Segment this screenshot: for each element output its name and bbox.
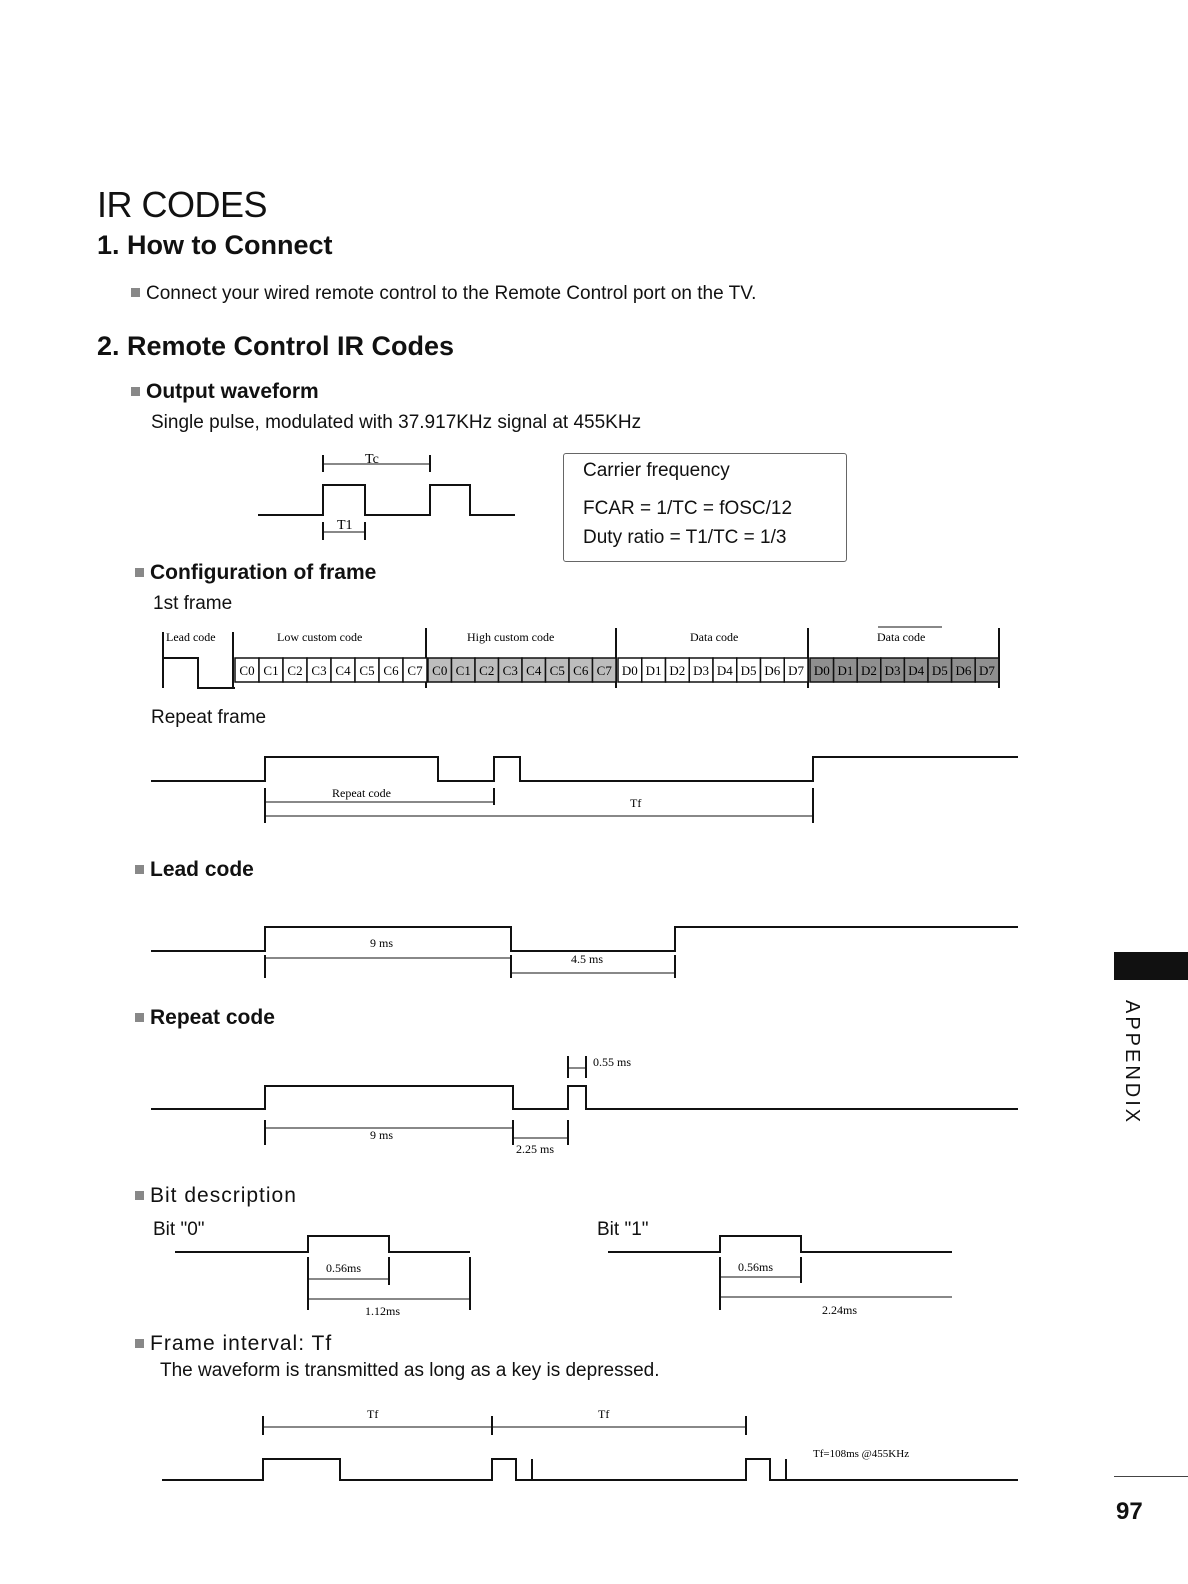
appendix-tab-marker: [1114, 952, 1188, 980]
repeat-code-diagram: [0, 1050, 1188, 1160]
bit1-label: Bit "1": [597, 1219, 649, 1240]
low-custom-bit-label: C3: [311, 663, 327, 678]
high-custom-bit-label: C3: [502, 663, 518, 678]
high-custom-bit-label: C4: [526, 663, 542, 678]
tf-span-label: Tf: [630, 796, 642, 810]
bullet-icon: [131, 387, 140, 396]
t1-label: T1: [337, 518, 353, 533]
high-custom-bit-label: C6: [573, 663, 589, 678]
high-custom-bit-label: C0: [432, 663, 448, 678]
bit0-label: Bit "0": [153, 1219, 205, 1240]
repeat-9ms-label: 9 ms: [370, 1128, 394, 1142]
data-inverse-bit-label: D2: [861, 663, 877, 678]
lead-code-heading-text: Lead code: [150, 858, 254, 881]
carrier-line-2: FCAR = 1/TC = fOSC/12: [583, 498, 793, 519]
lead-code-heading: [135, 858, 254, 882]
tf1-label: Tf: [367, 1407, 379, 1421]
bit-description-heading: [135, 1184, 297, 1208]
low-custom-bit-label: C7: [407, 663, 423, 678]
section1-heading: 1. How to Connect: [97, 230, 333, 260]
frame-interval-heading-text: Frame interval: Tf: [150, 1332, 333, 1355]
high-custom-bit-label: C1: [455, 663, 471, 678]
low-custom-bit-label: C4: [335, 663, 351, 678]
connect-text: Connect your wired remote control to the Remote Control port on the TV.: [146, 283, 757, 304]
low-custom-bit-label: C0: [239, 663, 255, 678]
page-title: IR CODES: [97, 184, 268, 225]
data-bit-label: D7: [788, 663, 805, 678]
bit1-224ms-label: 2.24ms: [822, 1303, 858, 1317]
data-inverse-bit-label: D3: [884, 663, 901, 678]
data-bit-label: D0: [621, 663, 638, 678]
tf2-label: Tf: [598, 1407, 610, 1421]
data-bit-label: D6: [764, 663, 781, 678]
segment-lead-label: Lead code: [166, 630, 216, 644]
segment-data-inverse-label: Data code: [877, 630, 926, 644]
carrier-line-1: Carrier frequency: [583, 460, 730, 481]
high-custom-bit-label: C2: [479, 663, 495, 678]
bit0-112ms-label: 1.12ms: [365, 1304, 401, 1318]
carrier-frequency-box: [563, 453, 847, 562]
output-waveform-desc: Single pulse, modulated with 37.917KHz signal at 455KHz: [151, 412, 642, 433]
tc-label: Tc: [365, 452, 379, 467]
output-waveform-heading-text: Output waveform: [146, 380, 319, 403]
segment-high-custom-label: High custom code: [467, 630, 555, 644]
segment-data-label: Data code: [690, 630, 739, 644]
bit1-056ms-label: 0.56ms: [738, 1260, 774, 1274]
lead-9ms-label: 9 ms: [370, 936, 394, 950]
frame-interval-heading: [135, 1332, 332, 1356]
frame-interval-desc: The waveform is transmitted as long as a key is depressed.: [160, 1360, 660, 1381]
frame-configuration-diagram: [0, 620, 1188, 700]
repeat-frame-diagram: [0, 740, 1188, 840]
bit0-056ms-label: 0.56ms: [326, 1261, 362, 1275]
high-custom-bit-label: C7: [596, 663, 612, 678]
low-custom-bit-label: C6: [383, 663, 399, 678]
low-custom-bit-label: C5: [359, 663, 375, 678]
data-bit-label: D4: [716, 663, 733, 678]
data-inverse-bit-label: D5: [931, 663, 948, 678]
lead-4-5ms-label: 4.5 ms: [571, 952, 604, 966]
segment-low-custom-label: Low custom code: [277, 630, 363, 644]
high-custom-bit-label: C5: [549, 663, 565, 678]
repeat-code-heading-text: Repeat code: [150, 1006, 275, 1029]
data-bit-label: D5: [740, 663, 757, 678]
bullet-icon: [135, 1013, 144, 1022]
first-frame-label: 1st frame: [153, 593, 233, 614]
section2-heading: 2. Remote Control IR Codes: [97, 331, 455, 361]
repeat-code-heading: [135, 1006, 275, 1030]
bullet-icon: [135, 1191, 144, 1200]
data-inverse-bit-label: D1: [837, 663, 854, 678]
repeat-code-span-label: Repeat code: [332, 786, 391, 800]
output-waveform-heading: [131, 380, 319, 404]
carrier-line-3: Duty ratio = T1/TC = 1/3: [583, 527, 787, 548]
lead-code-diagram: [0, 910, 1188, 990]
data-inverse-bit-label: D0: [813, 663, 830, 678]
frame-interval-diagram: [0, 1405, 1188, 1485]
repeat-0-55ms-label: 0.55 ms: [593, 1055, 632, 1069]
tf-note-label: Tf=108ms @455KHz: [813, 1448, 910, 1460]
bullet-icon: [135, 568, 144, 577]
page-number: 97: [1116, 1498, 1143, 1525]
page-number-rule: [1114, 1476, 1188, 1477]
repeat-2-25ms-label: 2.25 ms: [516, 1142, 555, 1156]
data-inverse-bit-label: D4: [908, 663, 925, 678]
repeat-frame-label: Repeat frame: [151, 707, 267, 728]
low-custom-bit-label: C2: [287, 663, 303, 678]
data-bit-label: D3: [693, 663, 710, 678]
bullet-icon: [135, 1339, 144, 1348]
appendix-side-label: APPENDIX: [1121, 1000, 1143, 1126]
configuration-heading: [135, 561, 376, 585]
bullet-icon: [131, 288, 140, 297]
bit-description-heading-text: Bit description: [150, 1184, 297, 1207]
data-inverse-bit-label: D6: [955, 663, 972, 678]
data-bit-label: D2: [669, 663, 686, 678]
bit-description-diagram: [0, 1225, 1188, 1325]
data-bit-label: D1: [645, 663, 662, 678]
bullet-icon: [135, 865, 144, 874]
low-custom-bit-label: C1: [263, 663, 279, 678]
configuration-heading-text: Configuration of frame: [150, 561, 377, 584]
connect-instruction: [131, 283, 756, 305]
data-inverse-bit-label: D7: [979, 663, 995, 678]
